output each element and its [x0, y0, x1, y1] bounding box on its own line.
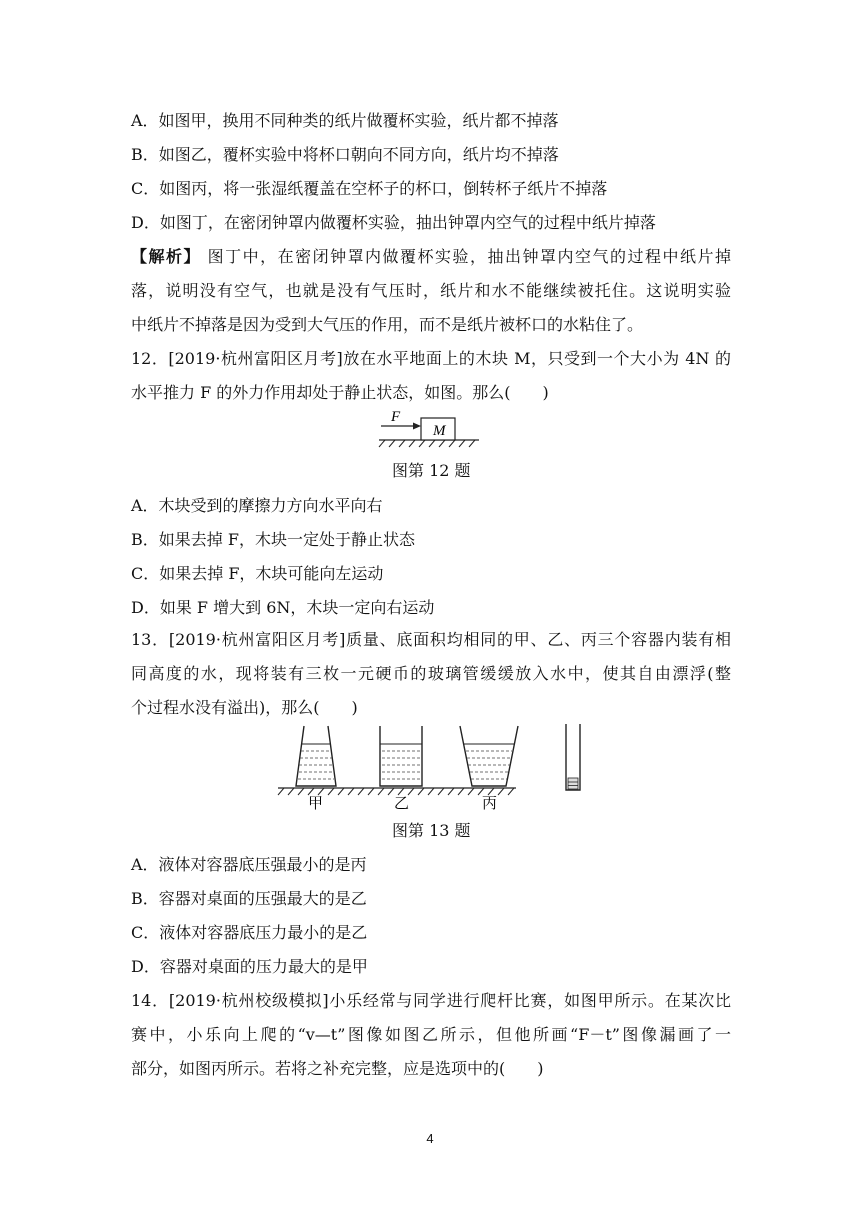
q12-stem-line-1: 12．[2019·杭州富阳区月考]放在水平地面上的木块 M，只受到一个大小为 4N 的	[131, 349, 731, 368]
q13-stem-line-3: 个过程水没有溢出)，那么( )	[131, 698, 358, 717]
q12-option-c: C．如果去掉 F，木块可能向左运动	[131, 564, 384, 583]
q12-stem	[131, 342, 731, 410]
container-bing	[460, 726, 518, 786]
q12-option-d: D．如果 F 增大到 6N，木块一定向右运动	[131, 598, 435, 617]
block-label: M	[433, 423, 446, 439]
q12-caption: 图第 12 题	[392, 461, 471, 480]
q14-stem-line-3: 部分，如图丙所示。若将之补充完整，应是选项中的( )	[131, 1059, 544, 1078]
glass-tube	[566, 724, 580, 790]
page-number: 4	[426, 1131, 434, 1146]
ground-hatching	[379, 440, 475, 447]
analysis-tag: 【解析】	[131, 247, 201, 266]
q14-stem-line-2: 赛中，小乐向上爬的“v—t”图像如图乙所示，但他所画“F－t”图像漏画了一	[131, 1025, 731, 1044]
container-yi	[380, 726, 422, 786]
q13-stem	[131, 623, 731, 725]
analysis-block	[131, 240, 731, 342]
label-yi: 乙	[394, 796, 410, 812]
container-jia	[296, 726, 336, 786]
analysis-line-1	[131, 240, 731, 274]
analysis-text-1: 图丁中，在密闭钟罩内做覆杯实验，抽出钟罩内空气的过程中纸片掉	[207, 247, 731, 266]
q11-option-b: B．如图乙，覆杯实验中将杯口朝向不同方向，纸片均不掉落	[131, 145, 559, 164]
q12-option-b: B．如果去掉 F，木块一定处于静止状态	[131, 530, 415, 549]
q14-stem-line-1: 14．[2019·杭州校级模拟]小乐经常与同学进行爬杆比赛，如图甲所示。在某次比	[131, 991, 731, 1010]
q11-option-a: A．如图甲，换用不同种类的纸片做覆杯实验，纸片都不掉落	[131, 111, 559, 130]
q13-option-b: B．容器对桌面的压强最大的是乙	[131, 889, 367, 908]
label-jia: 甲	[308, 796, 324, 812]
label-bing: 丙	[482, 796, 498, 812]
analysis-line-3: 中纸片不掉落是因为受到大气压的作用，而不是纸片被杯口的水粘住了。	[131, 315, 644, 334]
q11-option-d: D．如图丁，在密闭钟罩内做覆杯实验，抽出钟罩内空气的过程中纸片掉落	[131, 213, 656, 232]
q14-stem	[131, 984, 731, 1086]
table-hatching	[278, 788, 514, 795]
q13-option-d: D．容器对桌面的压力最大的是甲	[131, 957, 368, 976]
q13-option-a: A．液体对容器底压强最小的是丙	[131, 855, 367, 874]
q11-option-c: C．如图丙，将一张湿纸覆盖在空杯子的杯口，倒转杯子纸片不掉落	[131, 179, 608, 198]
q12-figure	[375, 406, 485, 448]
force-label: F	[391, 409, 401, 425]
q13-figure	[270, 722, 590, 814]
q13-stem-line-1: 13．[2019·杭州富阳区月考]质量、底面积均相同的甲、乙、丙三个容器内装有相	[131, 630, 731, 649]
q13-caption: 图第 13 题	[392, 821, 471, 840]
force-arrow-head	[413, 423, 421, 430]
q13-stem-line-2: 同高度的水，现将装有三枚一元硬币的玻璃管缓缓放入水中，使其自由漂浮(整	[131, 664, 731, 683]
analysis-line-2: 落，说明没有空气，也就是没有气压时，纸片和水不能继续被托住。这说明实验	[131, 281, 731, 300]
q12-option-a: A．木块受到的摩擦力方向水平向右	[131, 496, 383, 515]
q12-stem-line-2: 水平推力 F 的外力作用却处于静止状态，如图。那么( )	[131, 383, 549, 402]
q13-option-c: C．液体对容器底压力最小的是乙	[131, 923, 368, 942]
